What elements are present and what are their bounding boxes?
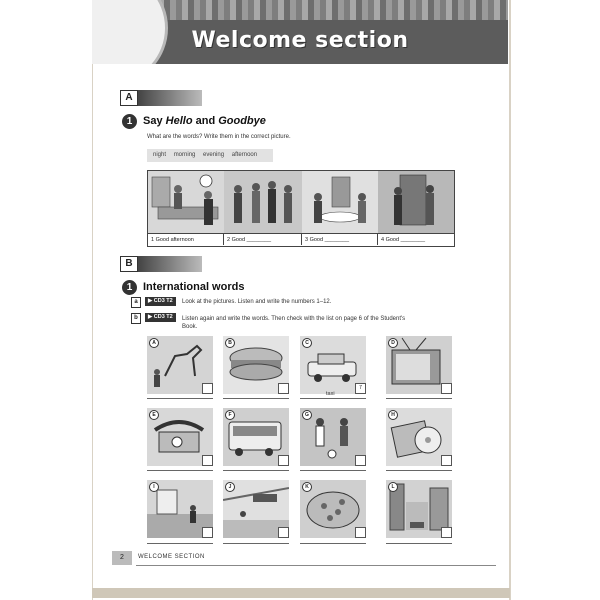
write-line[interactable]	[300, 398, 366, 399]
scene-people-street	[224, 171, 303, 233]
page-number: 2	[112, 551, 132, 565]
page-title: Welcome section	[191, 28, 409, 53]
picture-strip	[147, 170, 455, 247]
answer-box[interactable]	[441, 383, 452, 394]
word-bank: night morning evening afternoon	[147, 149, 273, 162]
write-line[interactable]	[147, 543, 213, 544]
cd-track-tag: ▶ CD3 T2	[145, 313, 176, 322]
picture-l: L	[386, 480, 452, 538]
picture-c: C 7	[300, 336, 366, 394]
caption-3: 3 Good ________	[302, 233, 378, 245]
answer-box[interactable]	[355, 527, 366, 538]
page-edge	[92, 588, 510, 598]
picture-b: B	[223, 336, 289, 394]
picture-d: D	[386, 336, 452, 394]
answer-box[interactable]	[278, 455, 289, 466]
section-b-label: B	[120, 256, 202, 270]
scene-hotel-reception	[148, 171, 225, 233]
write-line[interactable]	[386, 398, 452, 399]
write-line[interactable]	[300, 543, 366, 544]
write-line[interactable]	[147, 398, 213, 399]
cd-track-tag: ▶ CD3 T2	[145, 297, 176, 306]
item-b-instruction: Listen again and write the words. Then check with the list on page 6 of the Student's Book.	[182, 316, 406, 330]
exercise-instruction: What are the words? Write them in the correct picture.	[147, 134, 291, 140]
item-a-instruction: Look at the pictures. Listen and write the numbers 1–12.	[182, 299, 332, 305]
item-b-letter: b	[131, 313, 141, 324]
picture-i: I	[147, 480, 213, 538]
scene-night-door	[378, 171, 455, 233]
footer-section-name: WELCOME SECTION	[138, 554, 205, 560]
picture-e: E	[147, 408, 213, 466]
answer-box[interactable]	[441, 455, 452, 466]
picture-g: G	[300, 408, 366, 466]
answer-box[interactable]	[202, 383, 213, 394]
answer-box[interactable]	[202, 527, 213, 538]
answer-box[interactable]: 7	[355, 383, 366, 394]
exercise-number: 1	[122, 280, 137, 295]
section-a-label: A	[120, 90, 202, 104]
answer-box[interactable]	[278, 383, 289, 394]
item-a-letter: a	[131, 297, 141, 308]
write-line[interactable]	[300, 470, 366, 471]
picture-f: F	[223, 408, 289, 466]
picture-h: H	[386, 408, 452, 466]
page-header	[92, 0, 508, 64]
footer-divider	[136, 565, 496, 566]
write-line[interactable]	[223, 470, 289, 471]
exercise-title: International words	[143, 281, 245, 293]
answer-word: taxi	[326, 391, 335, 397]
exercise-title: Say Hello and Goodbye	[143, 115, 266, 127]
write-line[interactable]	[147, 470, 213, 471]
answer-box[interactable]	[355, 455, 366, 466]
answer-box[interactable]	[441, 527, 452, 538]
picture-j: J	[223, 480, 289, 538]
picture-k: K	[300, 480, 366, 538]
picture-a: A	[147, 336, 213, 394]
answer-box[interactable]	[278, 527, 289, 538]
write-line[interactable]	[386, 543, 452, 544]
write-line[interactable]	[223, 543, 289, 544]
caption-2: 2 Good ________	[224, 233, 302, 245]
caption-4: 4 Good ________	[378, 233, 454, 245]
exercise-number: 1	[122, 114, 137, 129]
scene-dinner	[302, 171, 379, 233]
answer-box[interactable]	[202, 455, 213, 466]
caption-1: 1 Good afternoon	[148, 233, 224, 245]
write-line[interactable]	[223, 398, 289, 399]
write-line[interactable]	[386, 470, 452, 471]
